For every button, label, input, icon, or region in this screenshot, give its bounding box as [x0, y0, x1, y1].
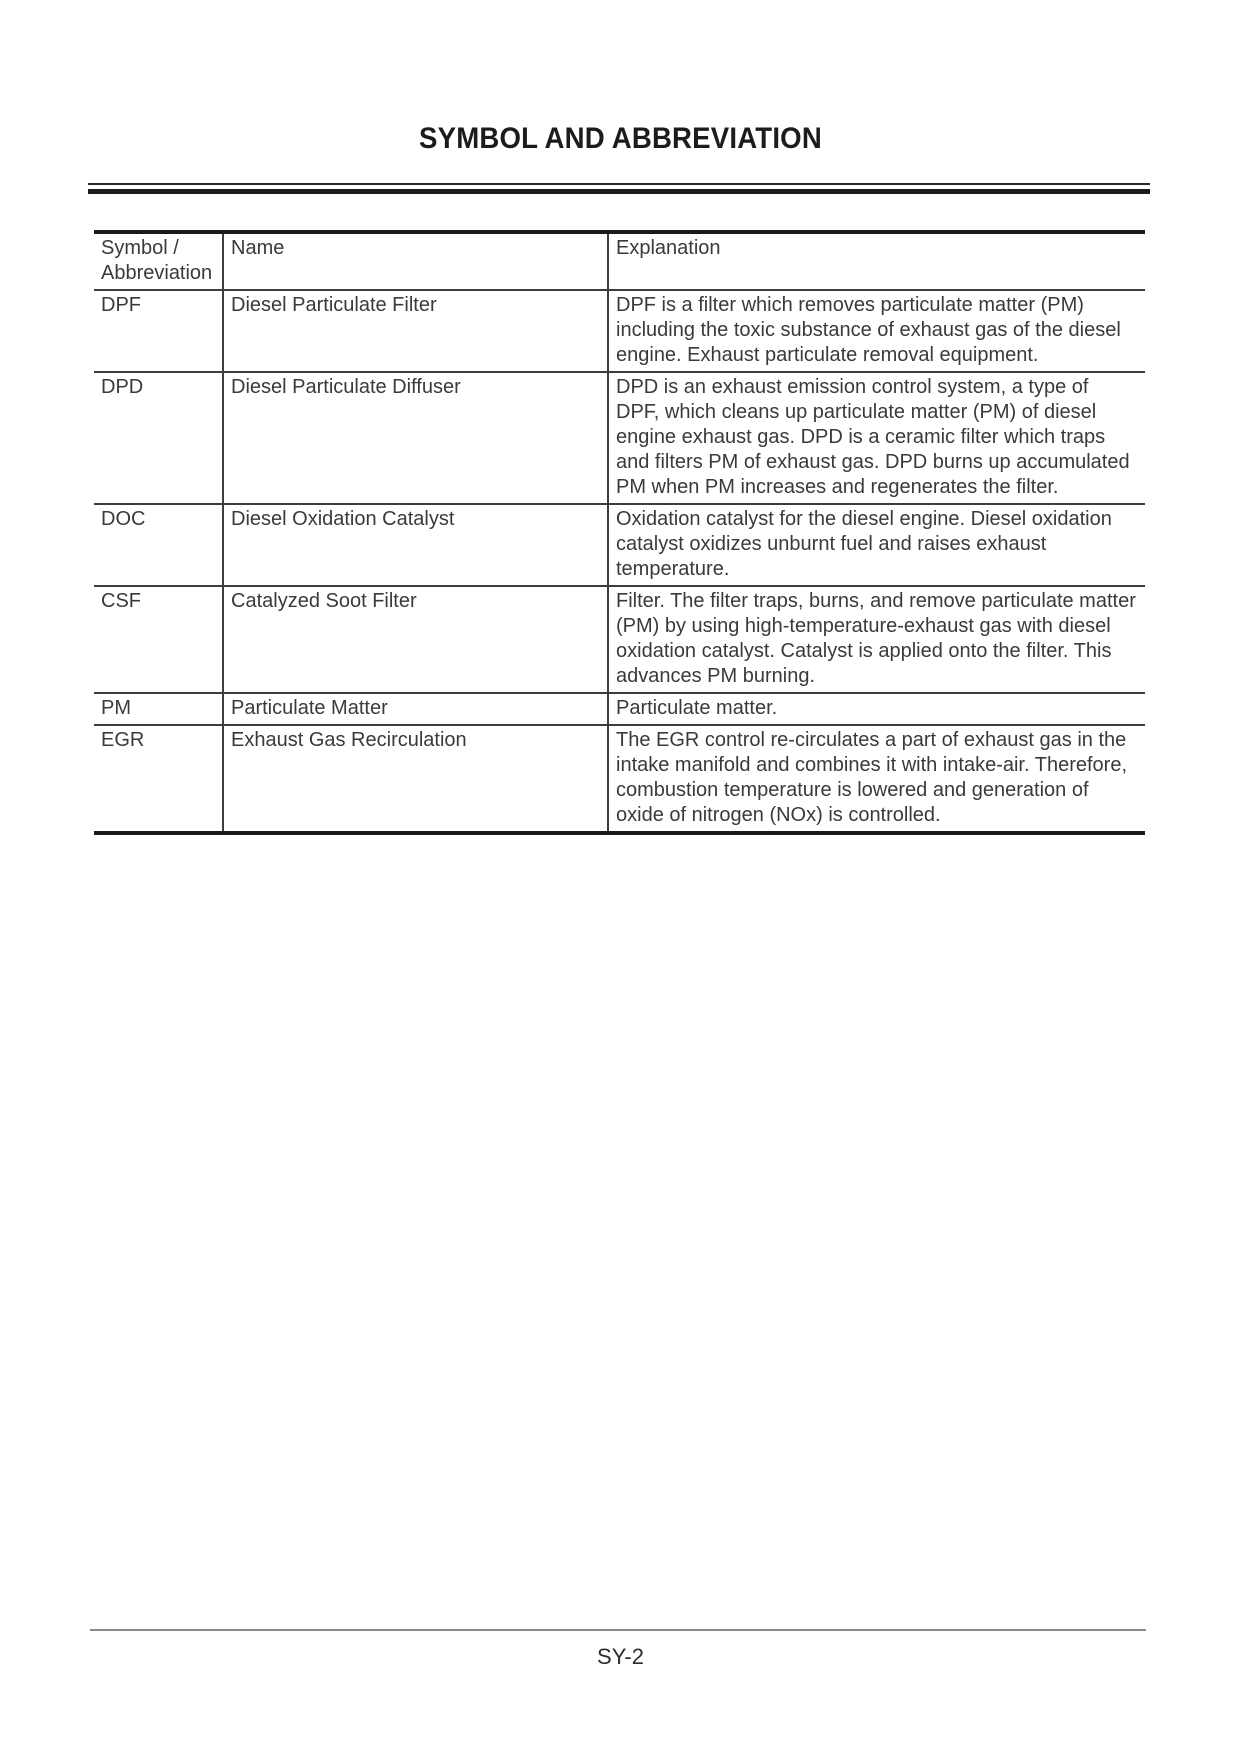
- cell-explanation: DPD is an exhaust emission control system, a type of DPF, which cleans up particulate matter (PM) of diesel engine exhaust gas. DPD is a ceramic filter which traps and filters PM of exhaust gas. DPD burns up accumulated PM when PM increases and regenerates the filter.: [608, 372, 1145, 504]
- header-symbol-abbreviation: Symbol / Abbreviation: [94, 232, 223, 290]
- cell-explanation: Oxidation catalyst for the diesel engine. Diesel oxidation catalyst oxidizes unburnt fuel and raises exhaust temperature.: [608, 504, 1145, 586]
- cell-symbol: DOC: [94, 504, 223, 586]
- cell-name: Diesel Particulate Diffuser: [223, 372, 608, 504]
- cell-explanation: Particulate matter.: [608, 693, 1145, 725]
- cell-symbol: DPD: [94, 372, 223, 504]
- title-double-rule: [88, 183, 1150, 194]
- table-row: [94, 693, 1145, 725]
- cell-name: Particulate Matter: [223, 693, 608, 725]
- cell-symbol: DPF: [94, 290, 223, 372]
- cell-symbol: CSF: [94, 586, 223, 693]
- cell-name: Catalyzed Soot Filter: [223, 586, 608, 693]
- table-row: [94, 290, 1145, 372]
- page-number: SY-2: [597, 1644, 644, 1669]
- footer-rule: [90, 1629, 1146, 1631]
- cell-explanation: Filter. The filter traps, burns, and remove particulate matter (PM) by using high-temperature-exhaust gas with diesel oxidation catalyst. Catalyst is applied onto the filter. This advances PM burning.: [608, 586, 1145, 693]
- table-header-row: [94, 232, 1145, 290]
- cell-name: Diesel Oxidation Catalyst: [223, 504, 608, 586]
- cell-explanation: The EGR control re-circulates a part of exhaust gas in the intake manifold and combines it with intake-air. Therefore, combustion temperature is lowered and generation of oxide of nitrogen (NOx) is controlled.: [608, 725, 1145, 833]
- table-row: [94, 372, 1145, 504]
- table-row: [94, 725, 1145, 833]
- header-name: Name: [223, 232, 608, 290]
- table-row: [94, 586, 1145, 693]
- cell-symbol: EGR: [94, 725, 223, 833]
- header-explanation: Explanation: [608, 232, 1145, 290]
- cell-explanation: DPF is a filter which removes particulate matter (PM) including the toxic substance of exhaust gas of the diesel engine. Exhaust particulate removal equipment.: [608, 290, 1145, 372]
- cell-name: Exhaust Gas Recirculation: [223, 725, 608, 833]
- table-row: [94, 504, 1145, 586]
- page-title: SYMBOL AND ABBREVIATION: [419, 122, 822, 155]
- abbreviation-table: [94, 230, 1145, 835]
- cell-name: Diesel Particulate Filter: [223, 290, 608, 372]
- cell-symbol: PM: [94, 693, 223, 725]
